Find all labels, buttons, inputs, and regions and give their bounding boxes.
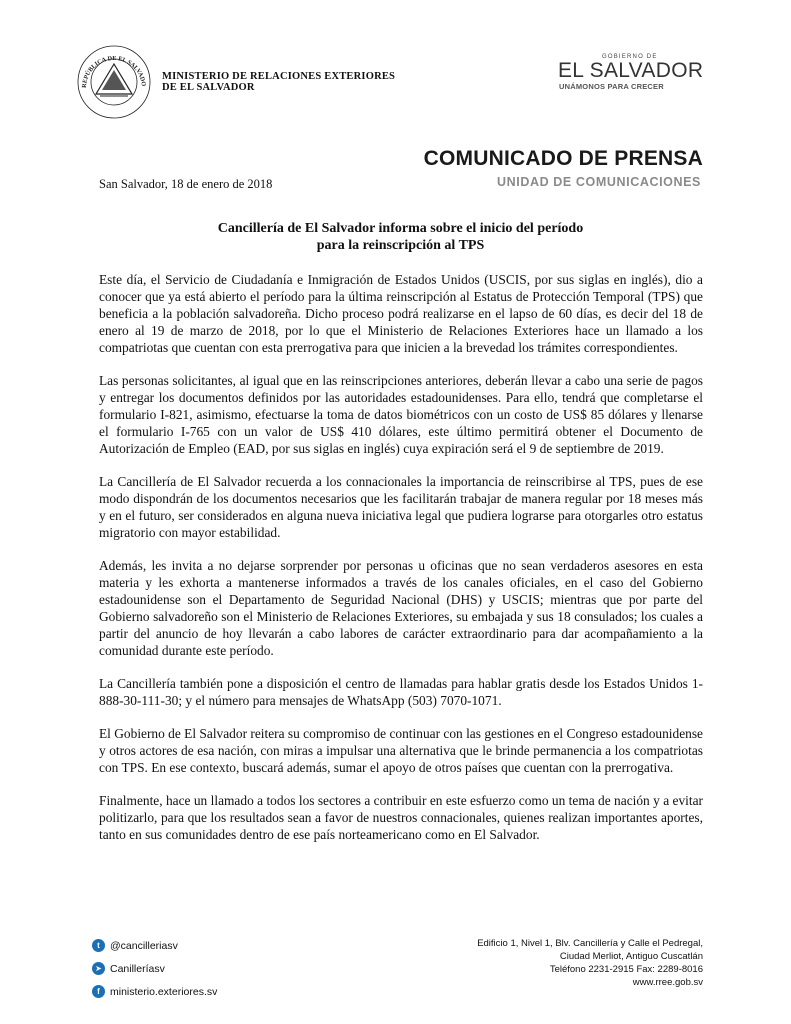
ministry-line-2: DE EL SALVADOR — [162, 82, 255, 93]
press-unit-label: UNIDAD DE COMUNICACIONES — [497, 175, 701, 189]
gov-motto: UNÁMONOS PARA CRECER — [559, 82, 664, 91]
paragraph-6: El Gobierno de El Salvador reitera su compromiso de continuar con las gestiones en el Congreso estadounidense y otros actores de esa nación, con miras a impulsar una alternativa que le brinde permanencia a los compatriotas con TPS. En ese contexto, buscará además, sumar el apoyo de otros países que cuentan con la prerrogativa. — [99, 726, 703, 775]
release-date: San Salvador, 18 de enero de 2018 — [99, 177, 273, 191]
paragraph-7: Finalmente, hace un llamado a todos los sectores a contribuir en este esfuerzo como un tema de nación y a evitar politizarlo, para que los resultados sean a favor de nuestros connacionales, quienes realizan importantes aportes, tanto en sus comunidades dentro de ese país norteamericano como en El Salvador. — [99, 793, 703, 842]
gov-small-label: GOBIERNO DE — [602, 54, 658, 60]
svg-text:REPÚBLICA DE EL SALVADOR EN LA: REPÚBLICA DE EL SALVADO — [80, 54, 148, 89]
headline-line-1: Cancillería de El Salvador informa sobre el inicio del período — [217, 221, 584, 236]
national-seal-logo — [76, 44, 152, 120]
government-logo — [558, 54, 708, 91]
telegram-icon: ➤ — [92, 962, 105, 975]
paragraph-3: La Cancillería de El Salvador recuerda a los connacionales la importancia de reinscribirse al TPS, pues de ese modo dispondrán de los documentos necesarios que les facilitarán trabajar de manera regular por 18 meses más y en el futuro, ser considerados en alguna nueva iniciativa legal que pudiera lograrse para otorgarles otro estatus migratorio con mayor estabilidad. — [99, 474, 703, 540]
address-line-2: Ciudad Merliot, Antiguo Cuscatlán — [559, 951, 703, 962]
contact-address — [477, 937, 703, 989]
paragraph-2: Las personas solicitantes, al igual que en las reinscripciones anteriores, deberán llevar a cabo una serie de pagos y entregar los documentos definidos por las autoridades estadounidenses. Para ello, tendrá que completarse el formulario I-821, asimismo, efectuarse la toma de datos biométricos con un costo de US$ 85 dólares y llenarse el formulario I-765 con un valor de US$ 410 dólares, este último permitirá obtener el Documento de Autorización de Empleo (EAD, por sus siglas en inglés) cuya expiración será el 9 de septiembre de 2019. — [99, 373, 703, 456]
headline — [99, 220, 702, 254]
headline-line-2: para la reinscripción al TPS — [316, 238, 485, 253]
paragraph-4: Además, les invita a no dejarse sorprender por personas u oficinas que no sean verdaderos asesores en esta materia y les exhorta a mantenerse informados a través de los canales oficiales, en el caso del Gobierno estadounidense son el Departamento de Seguridad Nacional (DHS) y USCIS; mientras que por parte del Gobierno salvadoreño son el Ministerio de Relaciones Exteriores, su embajada y sus 18 consulados; los cuales a partir del anuncio de hoy llevarán a cabo labores de carácter extraordinario para dar acompañamiento a la comunidad durante este período. — [99, 558, 703, 658]
website-link[interactable]: www.rree.gob.sv — [632, 977, 703, 988]
facebook-icon: f — [92, 985, 105, 998]
facebook-link[interactable] — [92, 980, 217, 1003]
address-line-3: Teléfono 2231-2915 Fax: 2289-8016 — [549, 964, 703, 975]
telegram-link[interactable] — [92, 957, 217, 980]
ministry-line-1: MINISTERIO DE RELACIONES EXTERIORES — [162, 71, 396, 82]
gov-name: EL SALVADOR — [558, 59, 704, 82]
address-line-1: Edificio 1, Nivel 1, Blv. Cancillería y Calle el Pedregal, — [477, 938, 703, 949]
twitter-link[interactable] — [92, 934, 217, 957]
twitter-handle: @cancilleriasv — [110, 939, 178, 952]
facebook-handle: ministerio.exteriores.sv — [110, 985, 218, 998]
ministry-name — [162, 71, 395, 93]
social-links — [92, 934, 217, 1003]
paragraph-5: La Cancillería también pone a disposición el centro de llamadas para hablar gratis desde los Estados Unidos 1-888-30-111-30; y el número para mensajes de WhatsApp (503) 7070-1071. — [99, 676, 703, 708]
body-text — [99, 271, 703, 859]
twitter-icon: t — [92, 939, 105, 952]
telegram-handle: Canilleríasv — [110, 962, 165, 975]
press-release-title: COMUNICADO DE PRENSA — [423, 147, 703, 170]
paragraph-1: Este día, el Servicio de Ciudadanía e Inmigración de Estados Unidos (USCIS, por sus siglas en inglés), dio a conocer que ya está abierto el período para la última reinscripción al Estatus de Protección Temporal (TPS) que beneficia a la población salvadoreña. Dicho proceso podrá realizarse en el lapso de 60 días, es decir del 18 de enero al 19 de marzo de 2018, por lo que el Ministerio de Relaciones Exteriores hace un llamado a los compatriotas que cuentan con esta prerrogativa para que inicien a la brevedad los trámites correspondientes. — [99, 272, 703, 355]
